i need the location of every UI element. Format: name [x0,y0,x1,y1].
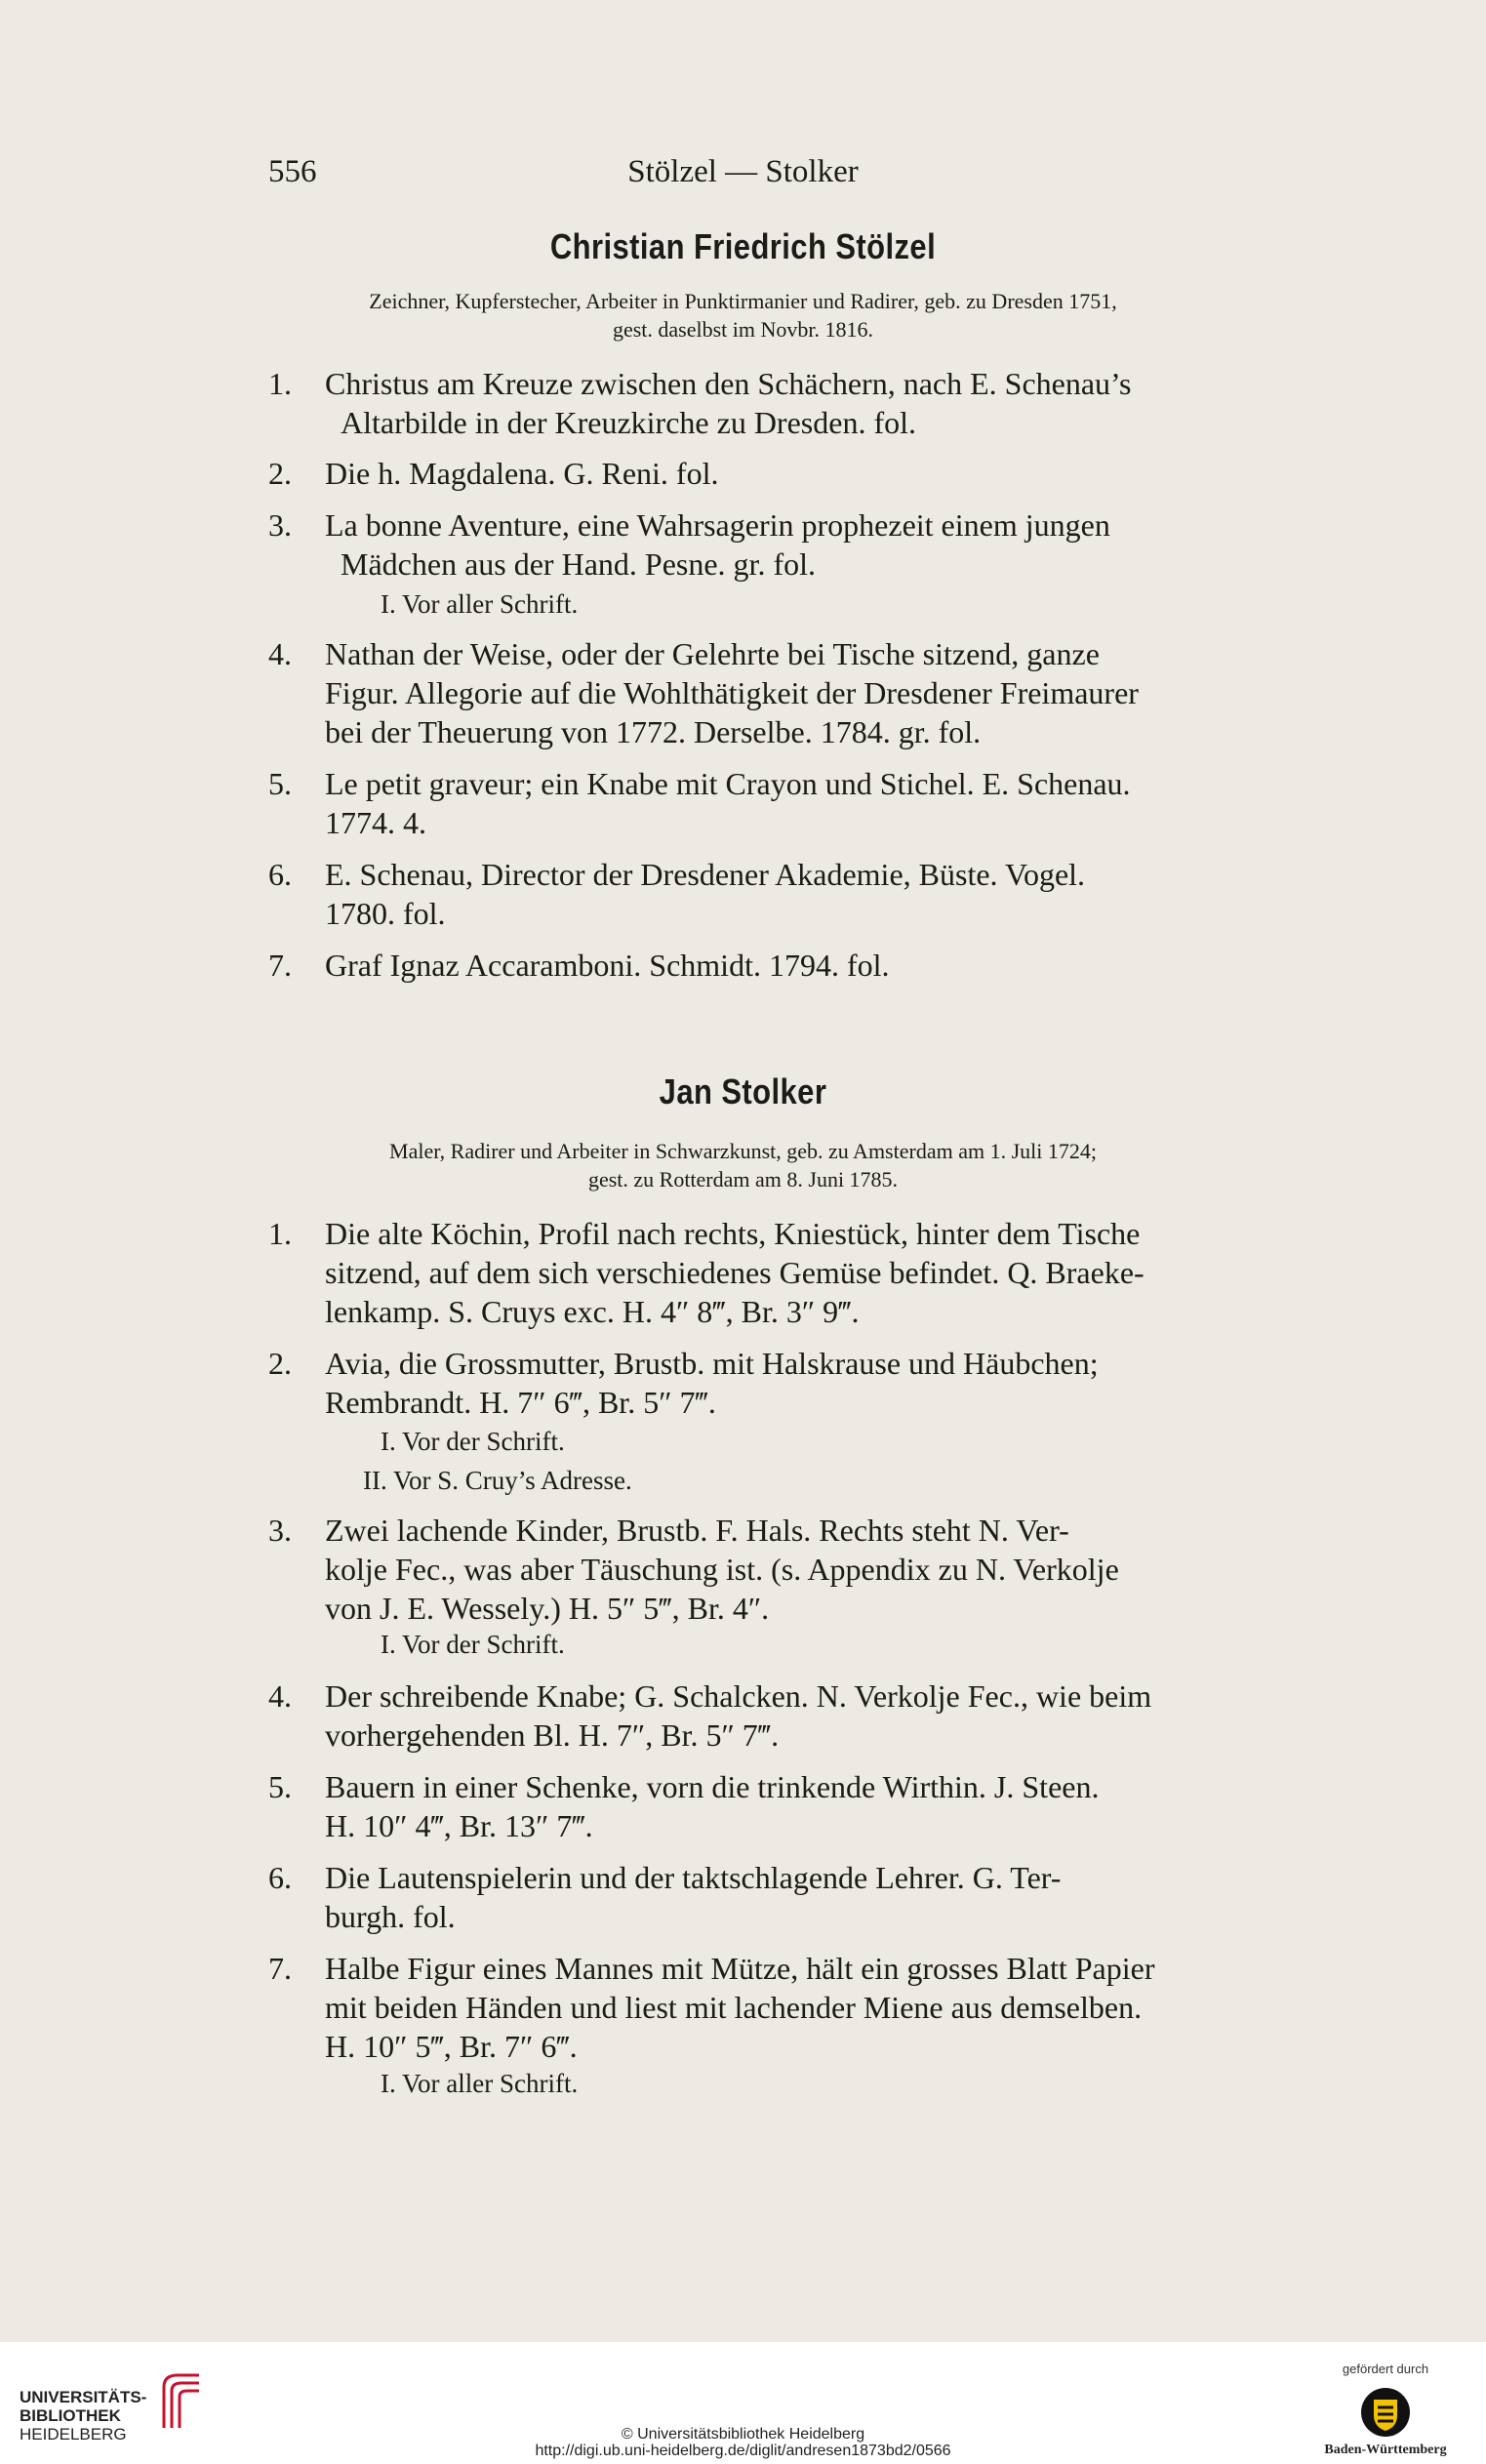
entry-stolker-7 [268,1949,1373,2066]
entry-number: 4. [268,1678,292,1714]
entry-line: mit beiden Händen und liest mit lachender Miene aus demselben. [325,1990,1143,2025]
entry-line: H. 10″ 5‴, Br. 7″ 6‴. [325,2029,578,2064]
entry-line: Der schreibende Knabe; G. Schalcken. N. Verkolje Fec., wie beim [325,1678,1152,1714]
entry-stoelzel-3 [268,505,1373,584]
entry-number: 5. [268,766,292,801]
entry-line: Die Lautenspielerin und der taktschlagende Lehrer. G. Ter- [325,1860,1062,1895]
entry-stolker-2 [268,1344,1373,1422]
entry-number: 1. [268,1216,292,1251]
section-title-stolker: Jan Stolker [659,1071,827,1111]
section-subtitle-stoelzel [244,287,1242,343]
library-line: BIBLIOTHEK [20,2406,121,2425]
entry-line: Mädchen aus der Hand. Pesne. gr. fol. [341,546,816,582]
entry-line: von J. E. Wessely.) H. 5″ 5‴, Br. 4″. [325,1591,770,1626]
entry-stoelzel-7 [268,946,1373,985]
entry-stoelzel-2 [268,454,1373,493]
entry-stolker-6 [268,1858,1373,1936]
entry-line: lenkamp. S. Cruys exc. H. 4″ 8‴, Br. 3″ 9‴. [325,1294,860,1329]
entry-line: kolje Fec., was aber Täuschung ist. (s. Appendix zu N. Verkolje [325,1552,1119,1587]
entry-line: H. 10″ 4‴, Br. 13″ 7‴. [325,1808,593,1843]
entry-line: Altarbilde in der Kreuzkirche zu Dresden. fol. [341,405,916,440]
entry-note: I. Vor aller Schrift. [381,2069,579,2098]
footer-credit [0,2426,1486,2459]
coat-of-arms-icon [1359,2386,1412,2439]
entry-stoelzel-1 [268,364,1373,442]
entry-stolker-4 [268,1676,1373,1755]
subtitle-line: Maler, Radirer und Arbeiter in Schwarzkunst, geb. zu Amsterdam am 1. Juli 1724; [389,1139,1097,1163]
entry-note: I. Vor aller Schrift. [381,589,579,619]
entry-number: 3. [268,507,292,543]
entry-line: Halbe Figur eines Mannes mit Mütze, hält ein grosses Blatt Papier [325,1951,1155,1986]
entry-line: burgh. fol. [325,1899,456,1934]
section-subtitle-stolker [244,1137,1242,1193]
copyright-text: © Universitätsbibliothek Heidelberg [621,2426,865,2443]
subtitle-line: gest. zu Rotterdam am 8. Juni 1785. [587,1167,899,1192]
entry-number: 4. [268,636,292,671]
running-head: Stölzel — Stolker [627,154,859,189]
entry-number: 6. [268,857,292,892]
entry-stoelzel-6 [268,855,1373,933]
entry-number: 1. [268,366,292,401]
entry-line: Die alte Köchin, Profil nach rechts, Kniestück, hinter dem Tische [325,1216,1141,1251]
library-line: UNIVERSITÄTS- [20,2388,147,2406]
entry-number: 6. [268,1860,292,1895]
entry-note: I. Vor der Schrift. [381,1427,565,1456]
entry-line: sitzend, auf dem sich verschiedenes Gemüse befindet. Q. Braeke- [325,1255,1145,1290]
entry-note: II. Vor S. Cruy’s Adresse. [363,1466,632,1495]
section-title-stoelzel: Christian Friedrich Stölzel [549,226,937,266]
entry-line: Le petit graveur; ein Knabe mit Crayon und Stichel. E. Schenau. [325,766,1131,801]
subtitle-line: Zeichner, Kupferstecher, Arbeiter in Punktirmanier und Radirer, geb. zu Dresden 1751, [369,289,1117,313]
entry-line: Nathan der Weise, oder der Gelehrte bei Tische sitzend, ganze [325,636,1100,671]
entry-number: 2. [268,456,292,491]
entry-note: I. Vor der Schrift. [381,1630,565,1659]
entry-number: 5. [268,1769,292,1804]
entry-line: bei der Theuerung von 1772. Derselbe. 1784. gr. fol. [325,714,982,749]
entry-line: Zwei lachende Kinder, Brustb. F. Hals. Rechts steht N. Ver- [325,1513,1069,1548]
entry-stoelzel-5 [268,764,1373,842]
entry-line: Graf Ignaz Accaramboni. Schmidt. 1794. fol. [325,948,890,983]
entry-line: Bauern in einer Schenke, vorn die trinkende Wirthin. J. Steen. [325,1769,1100,1804]
entry-stoelzel-4 [268,634,1373,751]
source-url[interactable]: http://digi.ub.uni-heidelberg.de/diglit/andresen1873bd2/0566 [535,2443,951,2459]
subtitle-line: gest. daselbst im Novbr. 1816. [612,317,874,342]
entry-number: 7. [268,948,292,983]
entry-line: Rembrandt. H. 7″ 6‴, Br. 5″ 7‴. [325,1385,716,1420]
entry-number: 3. [268,1513,292,1548]
entry-stolker-5 [268,1767,1373,1845]
entry-line: Die h. Magdalena. G. Reni. fol. [325,456,719,491]
entry-stolker-1 [268,1214,1373,1331]
entry-line: E. Schenau, Director der Dresdener Akademie, Büste. Vogel. [325,857,1086,892]
entry-line: 1774. 4. [325,805,426,840]
entry-number: 7. [268,1951,292,1986]
page-number: 556 [268,154,317,189]
entry-line: 1780. fol. [325,896,446,931]
entry-line: Avia, die Grossmutter, Brustb. mit Halskrause und Häubchen; [325,1346,1099,1381]
library-line: HEIDELBERG [20,2425,127,2444]
entry-line: vorhergehenden Bl. H. 7″, Br. 5″ 7‴. [325,1717,780,1753]
entry-number: 2. [268,1346,292,1381]
funded-by-label: gefördert durch [1342,2362,1429,2376]
entry-line: Christus am Kreuze zwischen den Schächern, nach E. Schenau’s [325,366,1132,401]
funder-label: Baden-Württemberg [1324,2443,1447,2457]
entry-stolker-3 [268,1511,1373,1628]
entry-line: Figur. Allegorie auf die Wohlthätigkeit der Dresdener Freimaurer [325,675,1139,710]
entry-line: La bonne Aventure, eine Wahrsagerin prophezeit einem jungen [325,507,1110,543]
